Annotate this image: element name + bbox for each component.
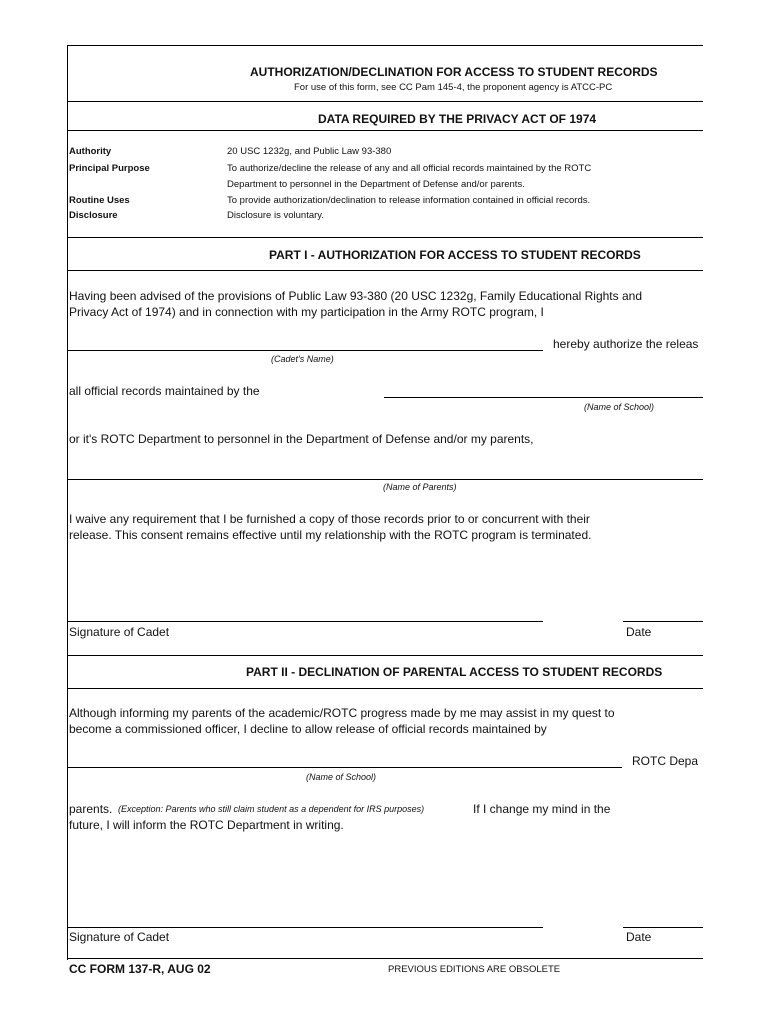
divider: [67, 270, 703, 271]
divider: [67, 958, 703, 959]
purpose-label: Principal Purpose: [69, 163, 150, 174]
form-left-border: [67, 45, 68, 960]
form-top-border: [67, 45, 703, 46]
obsolete-note: PREVIOUS EDITIONS ARE OBSOLETE: [388, 964, 561, 975]
form-title: AUTHORIZATION/DECLINATION FOR ACCESS TO STUDENT RECORDS: [250, 65, 658, 79]
form-subtitle: For use of this form, see CC Pam 145-4, the proponent agency is ATCC-PC: [294, 82, 613, 93]
authority-label: Authority: [69, 146, 112, 157]
divider: [67, 237, 703, 238]
cadet-signature-line[interactable]: [67, 621, 543, 622]
hereby-text: hereby authorize the releas: [553, 337, 699, 351]
date-line[interactable]: [623, 621, 703, 622]
waive-text-cont: release. This consent remains effective until my relationship with the ROTC program is terminated.: [69, 528, 592, 542]
privacy-heading: DATA REQUIRED BY THE PRIVACY ACT OF 1974: [318, 112, 597, 126]
part2-paragraph-cont: become a commissioned officer, I decline to allow release of official records maintained by: [69, 722, 547, 736]
part1-paragraph-cont: Privacy Act of 1974) and in connection with my participation in the Army ROTC program, I: [69, 305, 544, 319]
school-name-line[interactable]: [384, 397, 703, 398]
part1-paragraph: Having been advised of the provisions of Public Law 93-380 (20 USC 1232g, Family Educational Rights and: [69, 289, 642, 303]
disclosure-value: Disclosure is voluntary.: [227, 210, 324, 221]
parents-caption: (Name of Parents): [383, 482, 457, 492]
purpose-value: To authorize/decline the release of any and all official records maintained by the ROTC: [227, 163, 592, 174]
parents-name-line[interactable]: [67, 479, 703, 480]
part2-school-line[interactable]: [67, 767, 622, 768]
authority-value: 20 USC 1232g, and Public Law 93-380: [227, 146, 392, 157]
disclosure-label: Disclosure: [69, 210, 118, 221]
divider: [67, 655, 703, 656]
signature-label: Signature of Cadet: [69, 625, 170, 639]
divider: [67, 101, 703, 102]
rotc-depa-text: ROTC Depa: [632, 754, 699, 768]
rotc-dept-text: or it's ROTC Department to personnel in the Department of Defense and/or my parents,: [69, 432, 534, 446]
cadet-name-caption: (Cadet's Name): [271, 354, 334, 364]
divider: [67, 688, 703, 689]
uses-value: To provide authorization/declination to release information contained in official records.: [227, 195, 591, 206]
future-text: future, I will inform the ROTC Department in writing.: [69, 818, 344, 832]
part2-signature-label: Signature of Cadet: [69, 930, 170, 944]
parents-prefix: parents.: [69, 802, 113, 816]
date-label: Date: [626, 625, 652, 639]
all-records-text: all official records maintained by the: [69, 384, 260, 398]
part2-date-line[interactable]: [623, 927, 703, 928]
uses-label: Routine Uses: [69, 195, 130, 206]
part2-signature-line[interactable]: [67, 927, 543, 928]
school-caption: (Name of School): [584, 402, 655, 412]
waive-text: I waive any requirement that I be furnished a copy of those records prior to or concurrent with their: [69, 512, 590, 526]
purpose-value-cont: Department to personnel in the Department of Defense and/or parents.: [227, 179, 525, 190]
part1-heading: PART I - AUTHORIZATION FOR ACCESS TO STUDENT RECORDS: [269, 248, 641, 262]
cadet-name-line[interactable]: [67, 350, 543, 351]
divider: [67, 130, 703, 131]
part2-heading: PART II - DECLINATION OF PARENTAL ACCESS TO STUDENT RECORDS: [246, 665, 663, 679]
part2-date-label: Date: [626, 930, 652, 944]
exception-note: (Exception: Parents who still claim student as a dependent for IRS purposes): [118, 804, 425, 814]
form-id: CC FORM 137-R, AUG 02: [69, 962, 211, 976]
change-mind-text: If I change my mind in the: [473, 802, 611, 816]
part2-paragraph: Although informing my parents of the academic/ROTC progress made by me may assist in my quest to: [69, 706, 615, 720]
part2-school-caption: (Name of School): [306, 772, 377, 782]
